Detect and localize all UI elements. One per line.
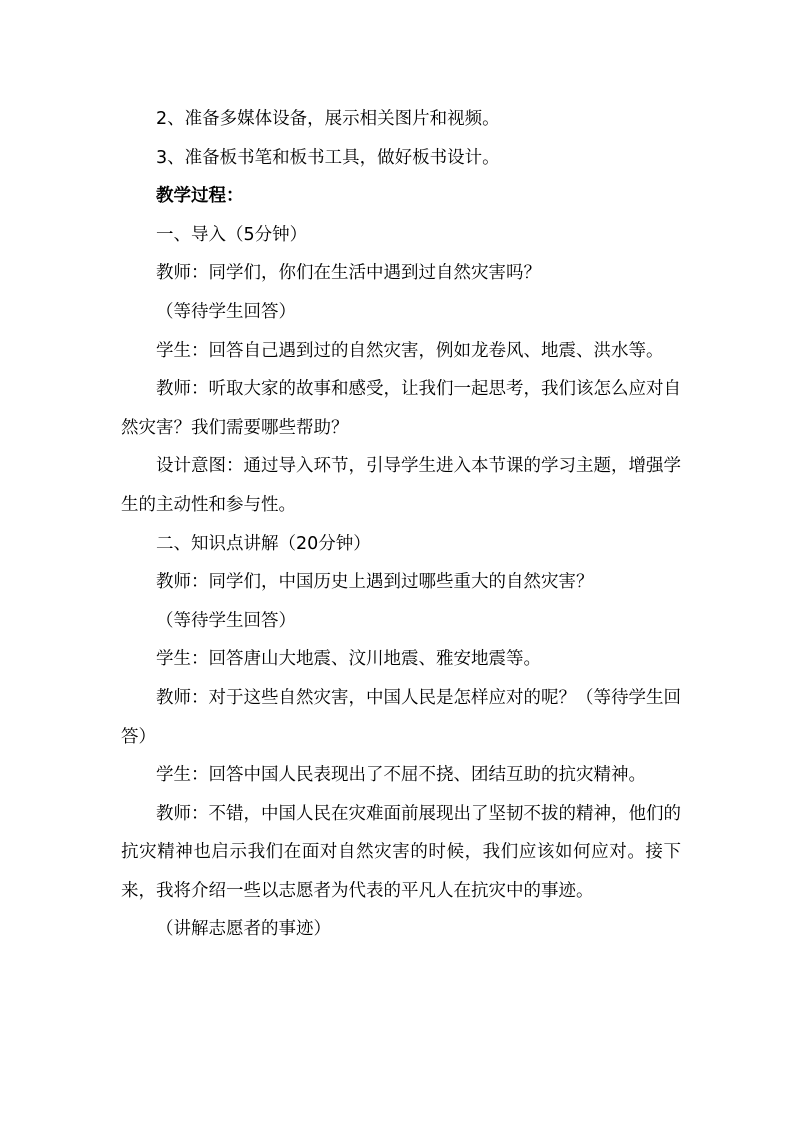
paragraph-student-answer-2: 学生：回答唐山大地震、汶川地震、雅安地震等。 — [156, 649, 541, 670]
paragraph-teacher-question-2: 教师：同学们，中国历史上遇到过哪些重大的自然灾害？ — [156, 572, 594, 593]
paragraph-stage-direction-1: （等待学生回答） — [156, 301, 296, 322]
section-heading-introduction: 一、导入（5分钟） — [156, 224, 308, 245]
paragraph-student-answer-3: 学生：回答中国人民表现出了不屈不挠、团结互助的抗灾精神。 — [156, 765, 646, 786]
paragraph-prep-item-3: 3、准备板书笔和板书工具，做好板书设计。 — [156, 147, 500, 168]
paragraph-design-intent: 设计意图：通过导入环节，引导学生进入本节课的学习主题，增强学生的主动性和参与性。 — [121, 456, 681, 515]
paragraph-stage-direction-3: （讲解志愿者的事迹） — [156, 919, 331, 940]
paragraph-teacher-response-1: 教师：听取大家的故事和感受，让我们一起思考，我们该怎么应对自然灾害？我们需要哪些帮助？ — [121, 379, 681, 438]
paragraph-student-answer-1: 学生：回答自己遇到过的自然灾害，例如龙卷风、地震、洪水等。 — [156, 340, 664, 361]
paragraph-prep-item-2: 2、准备多媒体设备，展示相关图片和视频。 — [156, 109, 500, 129]
paragraph-teacher-response-2: 教师：不错，中国人民在灾难面前展现出了坚韧不拔的精神，他们的抗灾精神也启示我们在面对自然灾害的时候，我们应该如何应对。接下来，我将介绍一些以志愿者为代表的平凡人在抗灾中的事迹。 — [121, 803, 681, 901]
section-heading-teaching-process: 教学过程： — [156, 186, 244, 207]
document-body — [121, 100, 681, 949]
paragraph-teacher-question-1: 教师：同学们，你们在生活中遇到过自然灾害吗？ — [156, 263, 541, 284]
paragraph-teacher-question-3: 教师：对于这些自然灾害，中国人民是怎样应对的呢？（等待学生回答） — [121, 687, 681, 747]
paragraph-stage-direction-2: （等待学生回答） — [156, 610, 296, 631]
section-heading-knowledge: 二、知识点讲解（20分钟） — [156, 533, 371, 554]
